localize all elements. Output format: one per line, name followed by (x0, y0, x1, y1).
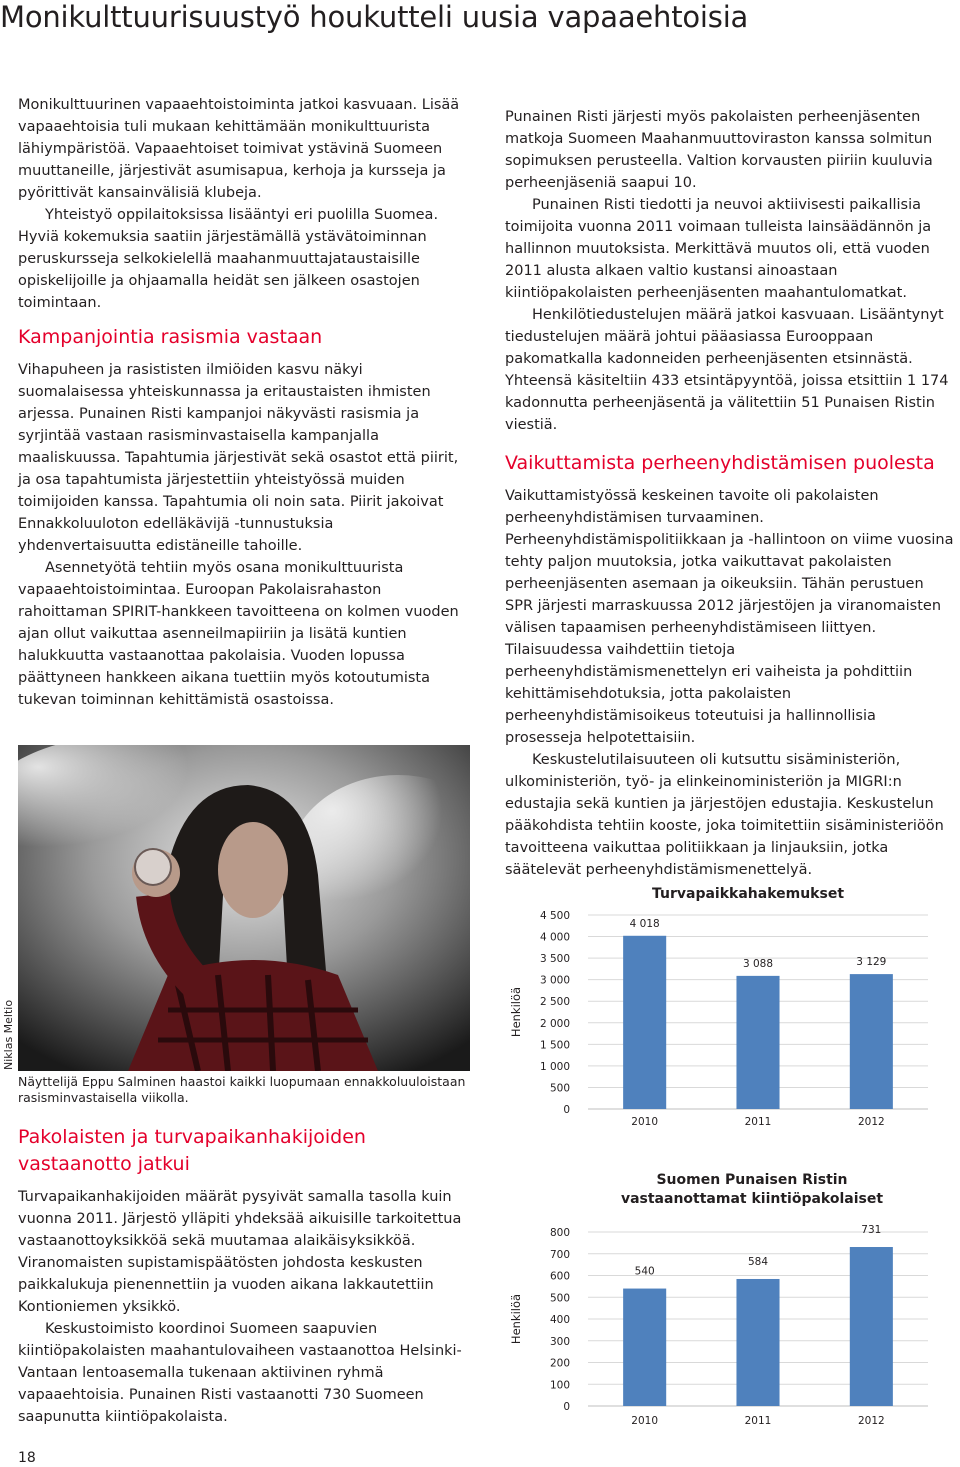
y-tick-label: 4 500 (539, 910, 570, 922)
reception-heading: Pakolaisten ja turvapaikanhakijoiden vastaanotto jatkui (18, 1126, 366, 1175)
y-tick-label: 200 (549, 1357, 570, 1370)
photo-credit (0, 1000, 16, 1072)
y-tick-label: 300 (549, 1335, 570, 1348)
y-tick-label: 400 (549, 1314, 570, 1326)
intro-paragraph-2: Yhteistyö oppilaitoksissa lisääntyi eri puolilla Suomea. Hyviä kokemuksia saatiin järjestämällä ystävätoiminnan peruskursseja selkokielellä maahanmuuttajataustaisille opiskelijoille ja ohjaamalla heidät sen jälkeen osastojen toimintaan. (18, 207, 439, 311)
chart-title-line: Suomen Punaisen Ristin (656, 1172, 848, 1188)
page-title: Monikulttuurisuustyö houkutteli uusia vapaaehtoisia (0, 0, 749, 34)
y-tick-label: 100 (549, 1379, 570, 1392)
y-tick-label: 500 (549, 1082, 570, 1095)
y-tick-label: 4 000 (539, 931, 570, 944)
left-column-lower (18, 1124, 468, 1428)
photo-eppu-salminen (18, 745, 470, 1071)
bar-2010 (623, 1289, 666, 1406)
bar-2011 (736, 976, 779, 1109)
y-tick-label: 800 (549, 1227, 570, 1239)
bar-2012 (850, 974, 893, 1109)
bar-2012 (850, 1247, 893, 1406)
reception-paragraph-1: Turvapaikanhakijoiden määrät pysyivät samalla tasolla kuin vuonna 2011. Järjestö ylläpiti yhdeksää aikuisille tarkoitettua vastaanottoyksikköä sekä muutamaa alaikäisyksikköä. Viranomaisten supistamispäätösten johdosta keskusten paikkalukuja pienennettiin ja vuoden aikana lakkautettiin Kontioniemen yksikkö. (18, 1189, 462, 1315)
bar-value-label: 3 129 (856, 956, 887, 969)
y-tick-label: 1 000 (539, 1060, 570, 1073)
chart-title: Turvapaikkahakemukset (651, 886, 845, 902)
y-tick-label: 3 500 (539, 953, 570, 966)
y-tick-label: 2 500 (539, 996, 570, 1009)
asylum-applications-chart (500, 876, 960, 1138)
racism-paragraph-1: Vihapuheen ja rasististen ilmiöiden kasvu näkyi suomalaisessa yhteiskunnassa ja eritaustaisten ihmisten arjessa. Punainen Risti kampanjoi näkyvästi rasismia ja syrjintää vastaan rasisminvastaisella kampanjalla maaliskuussa. Tapahtumia järjestivät sekä osastot että piirit, ja osa tapahtumista järjestettiin yhteistyössä muiden toimijoiden kanssa. Tapahtumia oli noin sata. Piirit jakoivat Ennakkoluuloton edelläkävijä -tunnustuksia yhdenvertaisuutta edistäneille tahoille. (18, 362, 459, 554)
bar-value-label: 540 (634, 1265, 655, 1278)
influence-paragraph-2: Keskustelutilaisuuteen oli kutsuttu sisäministeriön, ulkoministeriön, työ- ja elinkeinoministeriön ja MIGRI:n edustajia sekä kuntien ja järjestöjen edustajia. Keskustelun pääkohdista tehtiin kooste, joka toimitettiin sisäministeriöön tavoitteena vaikuttaa politiikkaan ja linjauksiin, jotka säätelevät perheenyhdistämismenettelyä. (505, 752, 944, 878)
right-column (505, 106, 955, 881)
chart-title-line: vastaanottamat kiintiöpakolaiset (620, 1191, 884, 1207)
intro-paragraph-1: Monikulttuurinen vapaaehtoistoiminta jatkoi kasvuaan. Lisää vapaaehtoisia tuli mukaan kehittämään monikulttuurista lähiympäristöä. Vapaaehtoiset toimivat ystävinä Suomeen muuttaneille, järjestivät asumisapua, kerhoja ja kursseja ja pyörittivät kansainvälisiä klubeja. (18, 97, 460, 201)
y-tick-label: 1 500 (539, 1039, 570, 1052)
y-tick-label: 700 (549, 1248, 570, 1261)
reception-paragraph-2: Keskustoimisto koordinoi Suomeen saapuvien kiintiöpakolaisten maahantulovaiheen vastaanottoa Helsinki-Vantaan lentoasemalla tukenaan aktiivinen ryhmä vapaaehtoisia. Punainen Risti vastaanotti 730 Suomeen saapunutta kiintiöpakolaista. (18, 1321, 462, 1425)
x-tick-label: 2010 (631, 1415, 659, 1427)
y-tick-label: 500 (549, 1292, 570, 1305)
y-axis-label: Henkilöä (509, 1293, 523, 1345)
photo-credit-text: Niklas Meltio (2, 1000, 15, 1070)
photo-illustration (18, 745, 470, 1071)
family-paragraph-1: Punainen Risti järjesti myös pakolaisten perheenjäsenten matkoja Suomeen Maahanmuuttoviraston kanssa solmitun sopimuksen perusteella. Valtion korvausten piiriin kuuluvia perheenjäseniä saapui 10. (505, 109, 933, 191)
left-column (18, 94, 470, 711)
bar-2010 (623, 936, 666, 1109)
y-tick-label: 600 (549, 1270, 570, 1283)
bar-value-label: 584 (747, 1255, 769, 1268)
x-tick-label: 2011 (744, 1116, 772, 1128)
bar-2011 (736, 1279, 779, 1406)
x-tick-label: 2011 (744, 1415, 772, 1427)
photo-caption: Näyttelijä Eppu Salminen haastoi kaikki luopumaan ennakkoluuloistaan rasisminvastaisella viikolla. (18, 1074, 466, 1105)
quota-refugees-chart (500, 1163, 960, 1443)
bar-value-label: 4 018 (629, 917, 660, 930)
page-number: 18 (18, 1450, 36, 1466)
y-tick-label: 2 000 (539, 1017, 570, 1030)
racism-campaign-heading: Kampanjointia rasismia vastaan (18, 326, 323, 348)
x-tick-label: 2012 (857, 1415, 885, 1427)
y-tick-label: 0 (563, 1104, 570, 1116)
family-paragraph-2: Punainen Risti tiedotti ja neuvoi aktiivisesti paikallisia toimijoita vuonna 2011 voimaan tulleista lainsäädännön ja hallinnon muutoksista. Merkittävä muutos oli, että vuoden 2011 alusta alkaen valtio kustansi ainoastaan kiintiöpakolaisten perheenjäsenten maahantulomatkat. (505, 197, 932, 301)
family-paragraph-3: Henkilötiedustelujen määrä jatkoi kasvuaan. Lisääntynyt tiedustelujen määrä johtui pääasiassa Eurooppaan pakomatkalla kadonneiden perheenjäsenten etsinnästä. Yhteensä käsiteltiin 433 etsintäpyyntöä, joissa etsittiin 1 174 kadonnutta perheenjäsentä ja välitettiin 51 Punaisen Ristin viestiä. (505, 307, 949, 433)
x-tick-label: 2010 (631, 1116, 659, 1128)
racism-paragraph-2: Asennetyötä tehtiin myös osana monikulttuurista vapaaehtoistoimintaa. Euroopan Pakolaisrahaston rahoittaman SPIRIT-hankkeen tavoitteena on kolmen vuoden ajan ollut vaikuttaa asenneilmapiiriin ja lisätä kuntien halukkuutta vastaanottaa pakolaisia. Vuoden lopussa päättyneen hankkeen aikana tuettiin myös kotoutumista tukevan toiminnan kehittämistä osastoissa. (18, 560, 459, 708)
x-tick-label: 2012 (857, 1116, 885, 1128)
bar-value-label: 731 (861, 1224, 882, 1237)
influence-paragraph-1: Vaikuttamistyössä keskeinen tavoite oli pakolaisten perheenyhdistämisen turvaaminen. Perheenyhdistämispolitiikkaan ja -hallintoon on viime vuosina tehty paljon muutoksia, jotka vaikuttavat pakolaisten perheenjäsenten asemaan ja oikeuksiin. Tähän perustuen SPR järjesti marraskuussa 2012 järjestöjen ja viranomaisten välisen tapaamisen perheenyhdistämiseen liittyen. Tilaisuudessa vaihdettiin tietoja perheenyhdistämismenettelyn eri vaiheista ja pohdittiin kehittämisehdotuksia, jotta pakolaisten perheenyhdistämisoikeus toteutuisi ja hallinnollisia prosesseja helpotettaisiin. (505, 488, 954, 746)
y-tick-label: 0 (563, 1401, 570, 1413)
y-axis-label: Henkilöä (509, 986, 523, 1038)
influence-heading: Vaikuttamista perheenyhdistämisen puolesta (505, 452, 935, 474)
y-tick-label: 3 000 (539, 974, 570, 987)
bar-value-label: 3 088 (742, 957, 774, 970)
